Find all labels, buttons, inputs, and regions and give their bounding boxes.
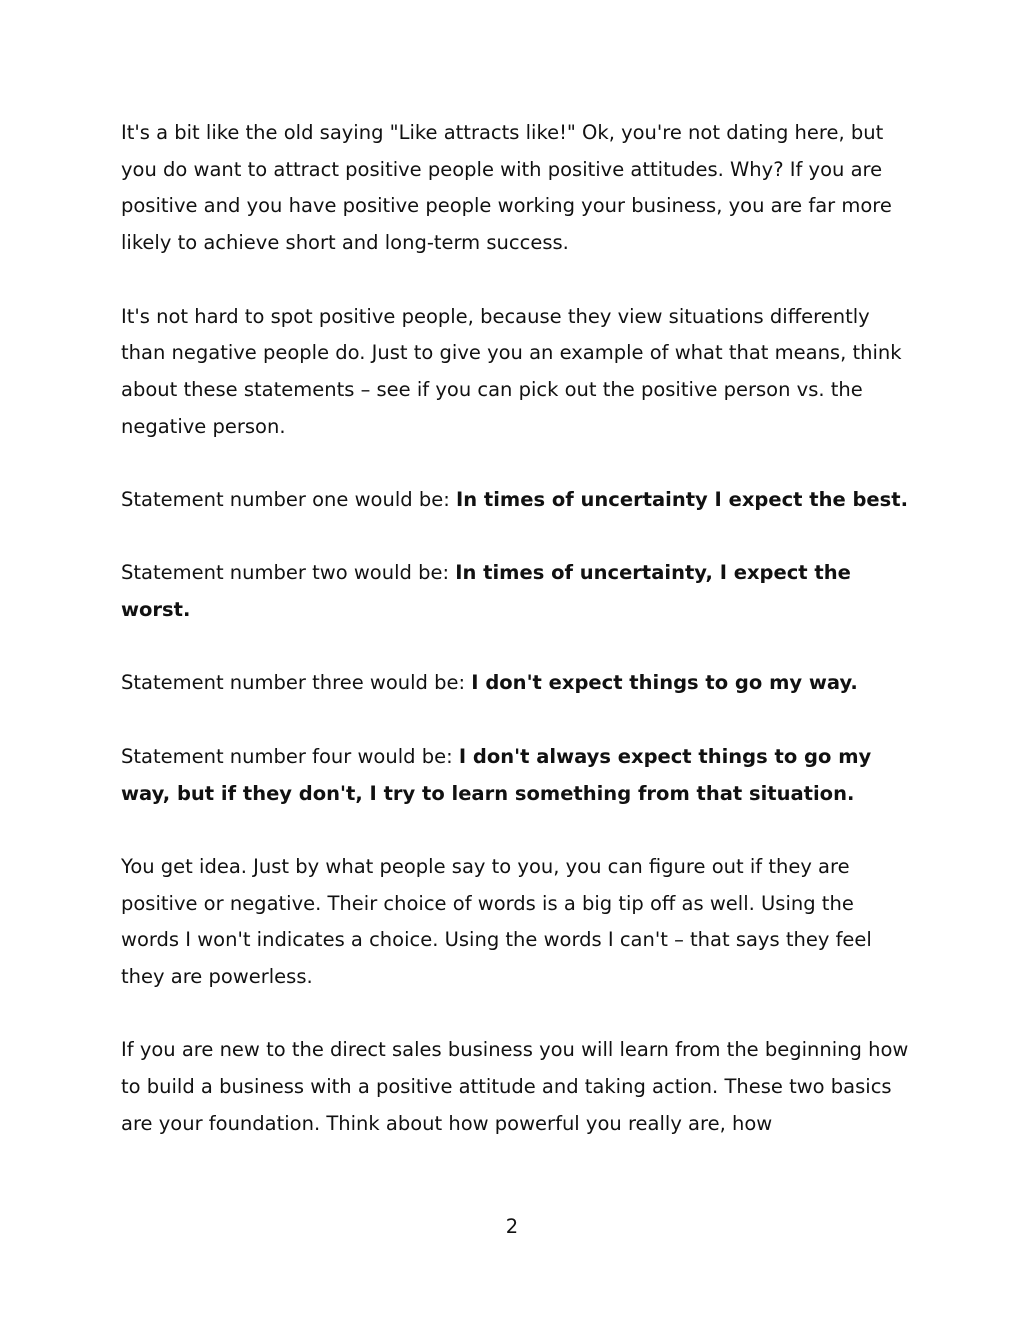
statement-two-lead: Statement number two would be:: [121, 561, 456, 585]
statement-four: [121, 739, 911, 812]
statement-three-lead: Statement number three would be:: [121, 671, 472, 695]
statement-three-quote: I don't expect things to go my way.: [471, 671, 858, 695]
statement-three: [121, 665, 911, 702]
statement-one-quote: In times of uncertainty I expect the best.: [455, 488, 908, 511]
statement-four-lead: Statement number four would be:: [121, 744, 459, 768]
statement-two: [121, 555, 911, 628]
statement-one-lead: Statement number one would be:: [121, 488, 456, 511]
statement-four-quote: I don't always expect things to go my way, but if they don't, I try to learn something from that situation.: [121, 744, 872, 805]
paragraph-direct-sales: If you are new to the direct sales business you will learn from the beginning how to build a business with a positive attitude and taking action. These two basics are your foundation. Think about how powerful you really are, how: [121, 1038, 909, 1135]
paragraph-spot-positive-people: It's not hard to spot positive people, because they view situations differently than negative people do. Just to give you an example of what that means, think about these statements – see if you can pick out the positive person vs. the negative person.: [121, 304, 902, 438]
statement-two-quote: In times of uncertainty, I expect the worst.: [121, 561, 851, 622]
body-text: [121, 115, 911, 1179]
paragraph-choice-of-words: You get idea. Just by what people say to you, you can figure out if they are positive or negative. Their choice of words is a big tip off as well. Using the words I won't indicates a choice. Using the words I can't – that says they feel they are powerless.: [121, 854, 872, 989]
paragraph-like-attracts-like: It's a bit like the old saying "Like attracts like!" Ok, you're not dating here, but you do want to attract positive people with positive attitudes. Why? If you are positive and you have positive people working your business, you are far more likely to achieve short and long-term success.: [121, 121, 892, 255]
statement-one: [121, 482, 911, 519]
page-number: 2: [505, 1215, 519, 1238]
